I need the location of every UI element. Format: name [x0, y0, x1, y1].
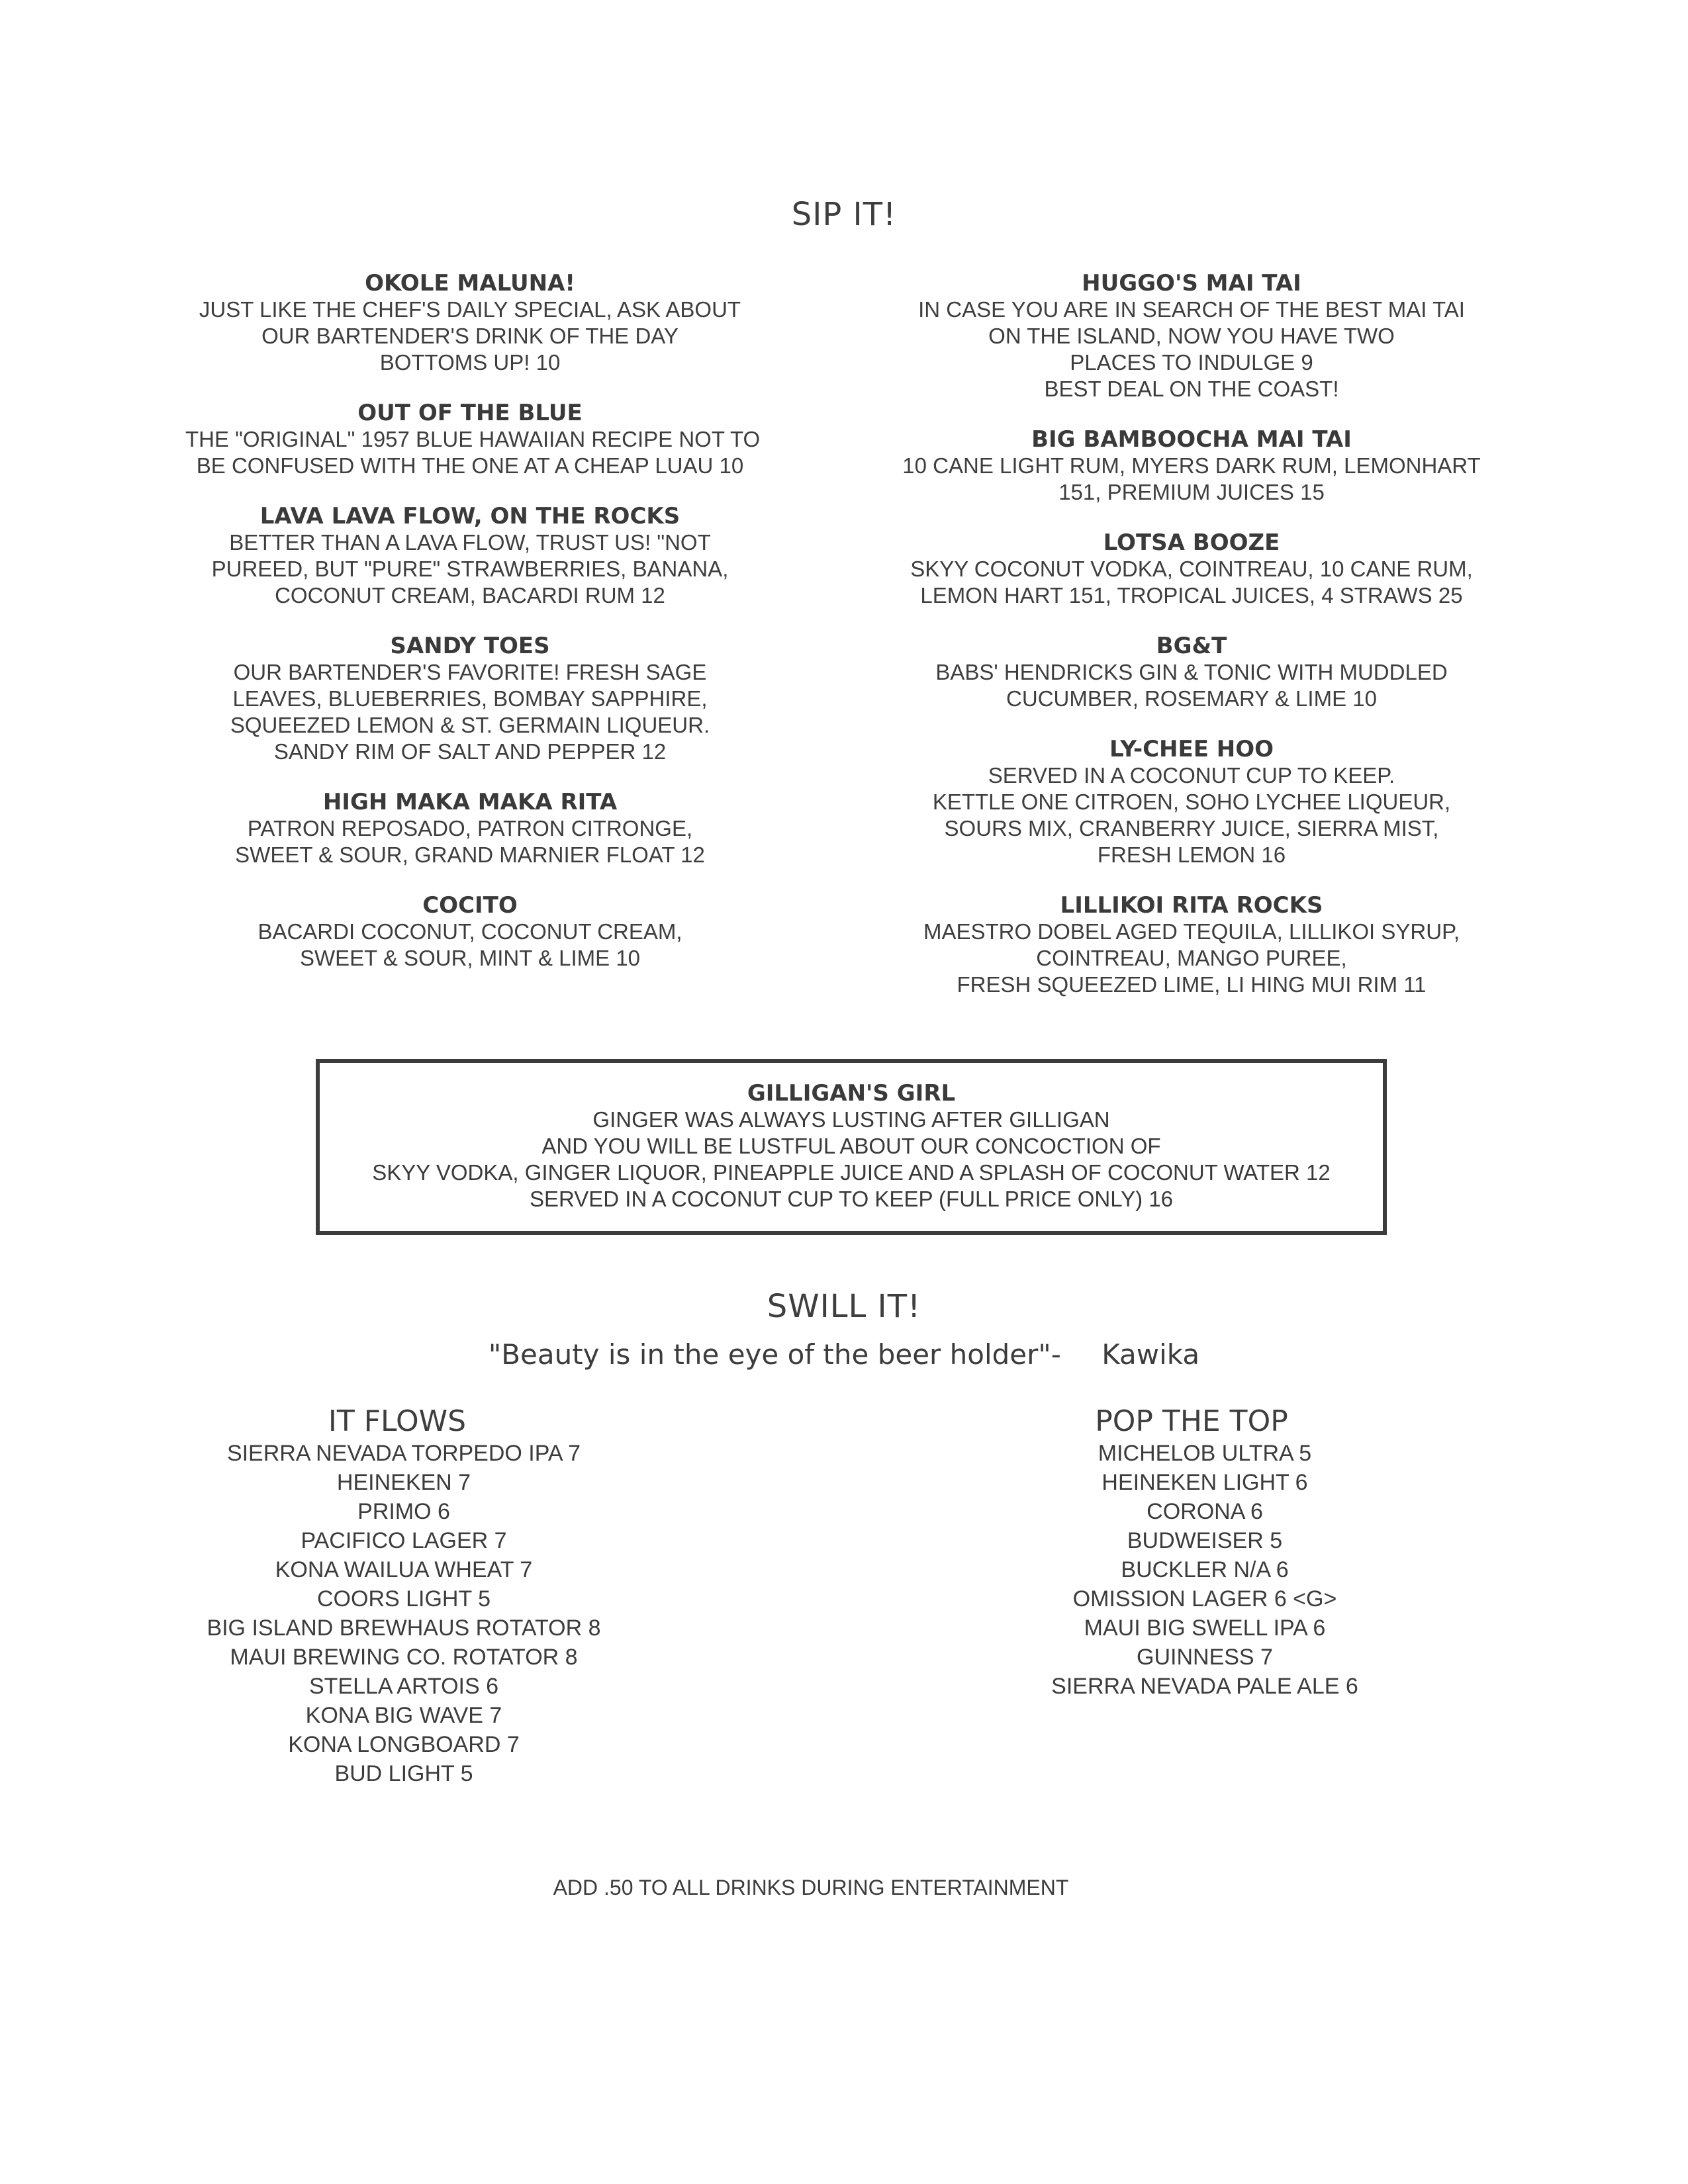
bottle-beer-heading: POP THE TOP: [1095, 1404, 1288, 1438]
sip-it-title: SIP IT!: [791, 196, 897, 233]
left-cocktail-column: [185, 270, 761, 995]
beer-item: KONA WAILUA WHEAT 7: [275, 1557, 533, 1582]
cocktail-description-line: FRESH LEMON 16: [1097, 842, 1286, 867]
cocktail-name: HIGH MAKA MAKA RITA: [322, 789, 618, 815]
beer-item: SIERRA NEVADA PALE ALE 6: [1051, 1674, 1358, 1699]
cocktail-description-line: SKYY COCONUT VODKA, COINTREAU, 10 CANE RUM,: [910, 557, 1473, 581]
cocktail-description-line: ON THE ISLAND, NOW YOU HAVE TWO: [988, 324, 1395, 348]
featured-cocktail-name: GILLIGAN'S GIRL: [747, 1080, 956, 1107]
cocktail-description-line: OUR BARTENDER'S DRINK OF THE DAY: [261, 324, 679, 348]
beer-item: MAUI BIG SWELL IPA 6: [1084, 1615, 1326, 1641]
cocktail-item: [185, 633, 755, 765]
cocktail-description-line: BE CONFUSED WITH THE ONE AT A CHEAP LUAU 10: [196, 453, 744, 478]
beer-item: COORS LIGHT 5: [317, 1586, 491, 1612]
cocktail-description-line: SWEET & SOUR, MINT & LIME 10: [299, 946, 641, 970]
beer-item: BUD LIGHT 5: [334, 1761, 473, 1786]
beer-item: BUDWEISER 5: [1127, 1528, 1283, 1553]
cocktail-description-line: OUR BARTENDER'S FAVORITE! FRESH SAGE: [233, 660, 707, 684]
cocktail-description-line: BEST DEAL ON THE COAST!: [1044, 377, 1339, 401]
cocktail-item: [880, 736, 1503, 868]
cocktail-description-line: PLACES TO INDULGE 9: [1070, 350, 1313, 375]
bottle-beer-list: [993, 1439, 1417, 1701]
cocktail-description-line: LEAVES, BLUEBERRIES, BOMBAY SAPPHIRE,: [232, 686, 708, 711]
beer-item: PRIMO 6: [357, 1499, 450, 1524]
featured-cocktail-box: [316, 1059, 1387, 1235]
cocktail-name: LOTSA BOOZE: [1103, 529, 1280, 556]
featured-cocktail-line: SERVED IN A COCONUT CUP TO KEEP (FULL PRICE ONLY) 16: [530, 1187, 1173, 1211]
cocktail-description-line: SOURS MIX, CRANBERRY JUICE, SIERRA MIST,: [944, 816, 1439, 841]
cocktail-description-line: 151, PREMIUM JUICES 15: [1058, 480, 1325, 504]
beer-item: BUCKLER N/A 6: [1121, 1557, 1289, 1582]
beer-item: BIG ISLAND BREWHAUS ROTATOR 8: [207, 1615, 601, 1641]
cocktail-description-line: BETTER THAN A LAVA FLOW, TRUST US! "NOT: [229, 530, 711, 555]
cocktail-name: LAVA LAVA FLOW, ON THE ROCKS: [259, 503, 680, 529]
swill-it-title: SWILL IT!: [767, 1288, 921, 1325]
cocktail-description-line: THE "ORIGINAL" 1957 BLUE HAWAIIAN RECIPE NOT TO: [185, 427, 761, 451]
cocktail-item: [880, 633, 1503, 712]
cocktail-name: OKOLE MALUNA!: [365, 270, 575, 296]
cocktail-description-line: PATRON REPOSADO, PATRON CITRONGE,: [247, 816, 693, 841]
draft-beer-heading: IT FLOWS: [328, 1404, 467, 1438]
cocktail-description-line: PUREED, BUT "PURE" STRAWBERRIES, BANANA,: [211, 557, 729, 581]
cocktail-name: COCITO: [422, 892, 518, 919]
beer-item: STELLA ARTOIS 6: [308, 1674, 498, 1699]
right-cocktail-column: [880, 270, 1503, 1022]
cocktail-description-line: KETTLE ONE CITROEN, SOHO LYCHEE LIQUEUR,: [932, 790, 1451, 814]
beer-item: MICHELOB ULTRA 5: [1098, 1441, 1312, 1466]
cocktail-description-line: SWEET & SOUR, GRAND MARNIER FLOAT 12: [235, 842, 705, 867]
cocktail-name: OUT OF THE BLUE: [357, 400, 583, 426]
cocktail-name: HUGGO'S MAI TAI: [1082, 270, 1301, 296]
beer-item: SIERRA NEVADA TORPEDO IPA 7: [226, 1441, 581, 1466]
cocktail-description-line: SERVED IN A COCONUT CUP TO KEEP.: [988, 763, 1395, 788]
cocktail-description-line: FRESH SQUEEZED LIME, LI HING MUI RIM 11: [957, 972, 1427, 997]
cocktail-description-line: MAESTRO DOBEL AGED TEQUILA, LILLIKOI SYRUP,: [923, 919, 1460, 944]
beer-item: HEINEKEN LIGHT 6: [1102, 1470, 1308, 1495]
cocktail-name: BG&T: [1156, 633, 1227, 659]
cocktail-item: [185, 400, 761, 479]
entertainment-surcharge-note: ADD .50 TO ALL DRINKS DURING ENTERTAINMENT: [553, 1876, 1069, 1899]
cocktail-description-line: SQUEEZED LEMON & ST. GERMAIN LIQUEUR.: [230, 713, 710, 737]
featured-cocktail-line: SKYY VODKA, GINGER LIQUOR, PINEAPPLE JUICE AND A SPLASH OF COCONUT WATER 12: [372, 1160, 1331, 1185]
cocktail-description-line: COCONUT CREAM, BACARDI RUM 12: [275, 583, 665, 608]
cocktail-description-line: LEMON HART 151, TROPICAL JUICES, 4 STRAWS 25: [920, 583, 1463, 608]
beer-item: MAUI BREWING CO. ROTATOR 8: [230, 1645, 578, 1670]
cocktail-description-line: JUST LIKE THE CHEF'S DAILY SPECIAL, ASK ABOUT: [199, 297, 741, 322]
cocktail-description-line: BOTTOMS UP! 10: [379, 350, 561, 375]
cocktail-item: [880, 529, 1503, 609]
beer-item: PACIFICO LAGER 7: [301, 1528, 507, 1553]
cocktail-item: [880, 892, 1503, 998]
cocktail-item: [185, 892, 755, 972]
cocktail-item: [185, 503, 755, 609]
cocktail-description-line: IN CASE YOU ARE IN SEARCH OF THE BEST MAI TAI: [918, 297, 1465, 322]
cocktail-description-line: SANDY RIM OF SALT AND PEPPER 12: [273, 739, 667, 764]
cocktail-item: [185, 789, 755, 868]
cocktail-name: LILLIKOI RITA ROCKS: [1060, 892, 1323, 919]
cocktail-item: [185, 270, 755, 376]
cocktail-item: [880, 426, 1503, 506]
featured-cocktail-line: GINGER WAS ALWAYS LUSTING AFTER GILLIGAN: [592, 1107, 1110, 1132]
cocktail-item: [880, 270, 1503, 402]
cocktail-description-line: BABS' HENDRICKS GIN & TONIC WITH MUDDLED: [935, 660, 1448, 684]
beer-item: CORONA 6: [1147, 1499, 1263, 1524]
draft-beer-list: [185, 1439, 622, 1788]
cocktail-name: BIG BAMBOOCHA MAI TAI: [1031, 426, 1352, 453]
beer-item: KONA LONGBOARD 7: [288, 1732, 520, 1757]
beer-item: OMISSION LAGER 6 <G>: [1072, 1586, 1337, 1612]
cocktail-description-line: BACARDI COCONUT, COCONUT CREAM,: [258, 919, 682, 944]
beer-item: HEINEKEN 7: [336, 1470, 471, 1495]
cocktail-description-line: COINTREAU, MANGO PUREE,: [1036, 946, 1347, 970]
cocktail-name: LY-CHEE HOO: [1109, 736, 1274, 762]
beer-quote: [0, 1338, 1688, 1371]
cocktail-description-line: CUCUMBER, ROSEMARY & LIME 10: [1006, 686, 1377, 711]
cocktail-description-line: 10 CANE LIGHT RUM, MYERS DARK RUM, LEMONHART: [902, 453, 1481, 478]
featured-cocktail-line: AND YOU WILL BE LUSTFUL ABOUT OUR CONCOCTION OF: [541, 1134, 1161, 1158]
quote-text: "Beauty is in the eye of the beer holder"-: [488, 1338, 1061, 1371]
beer-item: KONA BIG WAVE 7: [305, 1703, 502, 1728]
quote-author: Kawika: [1102, 1338, 1200, 1371]
cocktail-name: SANDY TOES: [390, 633, 550, 659]
beer-item: GUINNESS 7: [1137, 1645, 1273, 1670]
